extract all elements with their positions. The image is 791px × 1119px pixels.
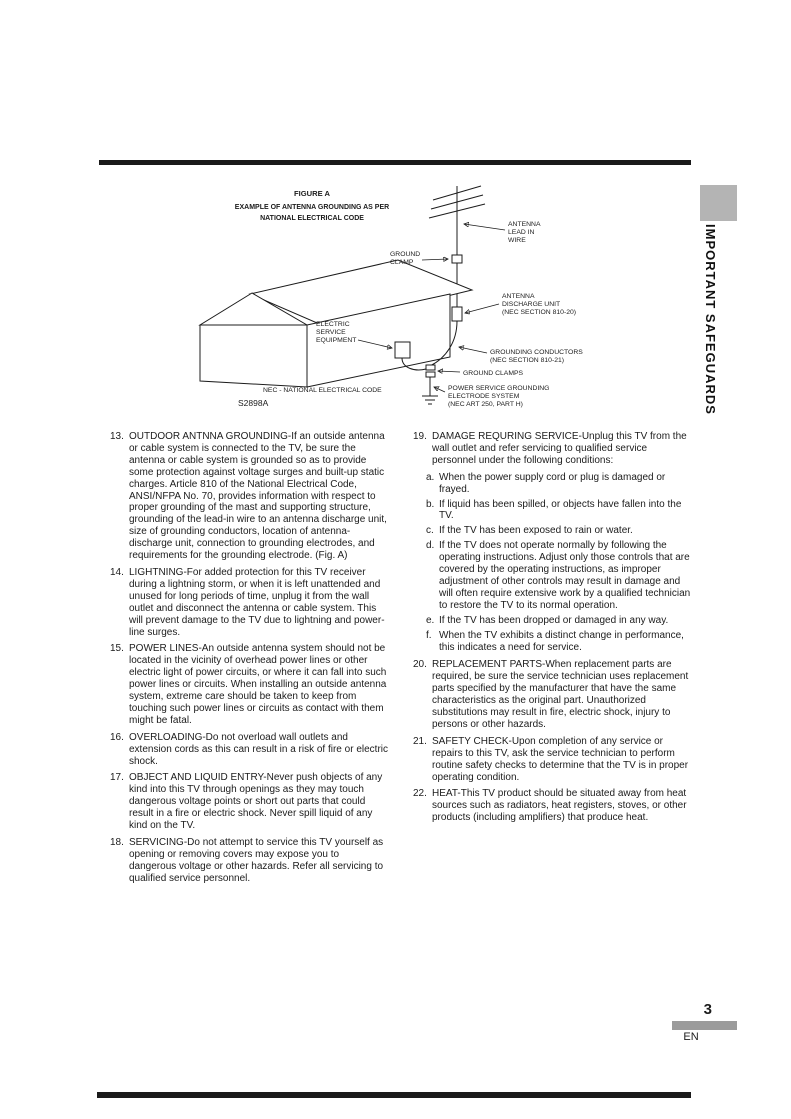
item-number: 20. [413,659,427,671]
item-text: OBJECT AND LIQUID ENTRY-Never push objects of any kind into this TV through openings as they may touch dangerous voltage points or short out parts that could result in a fire or electric shock. Never spill liquid of any kind on the TV. [129,772,383,832]
item-number: 17. [110,772,124,784]
antenna-lead-in-wire-label: ANTENNA [508,221,541,228]
item-number: 19. [413,431,427,442]
power-service-grounding-label: ELECTRODE SYSTEM [448,393,520,400]
item-number: 16. [110,731,124,743]
sub-item-text: When the power supply cord or plug is damaged or frayed. [439,471,666,495]
electric-service-equipment-label: EQUIPMENT [316,337,357,344]
item-text: OVERLOADING-Do not overload wall outlets and extension cords as this can result in a risk of fire or electric shock. [129,731,388,767]
item-text: HEAT-This TV product should be situated away from heat sources such as radiators, heat registers, stoves, or other products (including amplifiers) that produce heat. [432,788,687,824]
item-text: POWER LINES-An outside antenna system should not be located in the vicinity of overhead power lines or other electric light of power circuits, or where it can fall into such power lines or circuits. When installing an outside antenna system, extreme care should be taken to keep from touching such power lines or circuits as contact with them might be fatal. [129,643,387,726]
sub-item-letter: b. [426,498,435,510]
item-text: SAFETY CHECK-Upon completion of any service or repairs to this TV, ask the service technician to perform routine safety checks to determine that the TV is in proper operating condition. [432,735,689,783]
item-number: 14. [110,566,124,578]
grounding-conductors-label: (NEC SECTION 810-21) [490,357,565,364]
sub-item-letter: d. [426,540,435,552]
antenna-discharge-unit-label: DISCHARGE UNIT [502,301,561,308]
list-item [413,736,691,784]
sub-item-letter: c. [426,525,434,537]
page-language: EN [683,1031,699,1043]
item-text: OUTDOOR ANTNNA GROUNDING-If an outside antenna or cable system is connected to the TV, be sure the antenna or cable system is grounded so as to provide some protection against voltage surges and built-up static charges. Article 810 of the National Electrical Code, ANSI/NFPA No. 70, provides information with respect to proper grounding of the mast and supporting structure, grounding of the lead-in wire to an antenna discharge unit, size of grounding conductors, location of antenna-discharge unit, connection to grounding electrodes, and requirements for the grounding electrode. (Fig. A) [129,431,387,562]
sub-item-text: If the TV has been exposed to rain or water. [439,525,633,537]
antenna-discharge-unit-label: ANTENNA [502,293,535,300]
left-column [110,431,388,890]
ground-clamps-label: GROUND CLAMPS [463,370,524,377]
sub-item-text: When the TV exhibits a distinct change in performance, this indicates a need for service. [439,629,684,653]
figure-a [100,176,700,428]
page-number: 3 [703,1001,712,1018]
sub-item-letter: a. [426,471,435,483]
grounding-conductors-label: GROUNDING CONDUCTORS [490,349,583,356]
ground-clamp-symbol [426,365,435,370]
power-service-grounding-label: (NEC ART 250, PART H) [448,401,523,408]
sidebar-gray-tab [700,185,737,221]
list-item [413,659,691,730]
figure-subtitle-line1: EXAMPLE OF ANTENNA GROUNDING AS PER [234,204,390,211]
item-text: DAMAGE REQURING SERVICE-Unplug this TV from the wall outlet and refer servicing to qualified service personnel under the following conditions: [432,431,687,466]
antenna-discharge-unit-symbol [452,307,462,321]
sub-list-item [426,525,691,537]
antenna-lead-in-wire-label: WIRE [508,237,526,244]
right-column [413,431,691,890]
list-item [110,567,388,638]
item-number: 13. [110,431,124,442]
sidebar-title: IMPORTANT SAFEGUARDS [703,224,718,415]
item-number: 21. [413,735,427,747]
bottom-rule [97,1092,691,1098]
item-text: LIGHTNING-For added protection for this TV receiver during a lightning storm, or when it is left unattended and unused for long periods of time, unplug it from the wall outlet and disconnect the antenna or cable system. This will prevent damage to the TV due to lightning and power-line surges. [129,566,385,638]
list-item [110,732,388,768]
sub-item-letter: e. [426,614,435,626]
footer-gray-bar [672,1021,737,1030]
top-rule [99,160,691,165]
ground-clamp-label: GROUND [390,251,421,258]
sub-list-item [426,630,691,654]
list-item [413,788,691,824]
antenna-grounding-diagram [100,176,700,428]
sub-item-text: If the TV does not operate normally by following the operating instructions. Adjust only those controls that are covered by the operating instructions, as improper adjustment of other controls may result in damage and will often require extensive work by a qualified technician to restore the TV to its normal operation. [439,540,691,611]
item-text: REPLACEMENT PARTS-When replacement parts are required, be sure the service technician uses replacement parts specified by the manufacturer that have the same characteristics as the original part. Unauthorized substitutions may result in fire, electric shock, injury to persons or other hazards. [432,659,689,730]
electric-service-equipment-symbol [395,342,410,358]
sub-list-item [426,615,691,627]
figure-title: FIGURE A [294,189,330,198]
sub-list-item [426,540,691,611]
sub-item-letter: f. [426,629,432,641]
item-number: 22. [413,788,427,800]
sub-item-text: If the TV has been dropped or damaged in any way. [439,614,669,626]
antenna-icon [429,186,485,284]
safeguards-text [110,431,691,890]
list-item [110,431,388,562]
electric-service-equipment-label: ELECTRIC [316,321,350,328]
list-item [413,431,691,467]
antenna-lead-in-wire-label: LEAD IN [508,229,535,236]
figure-ref-code: S2898A [238,398,269,408]
figure-subtitle-line2: NATIONAL ELECTRICAL CODE [260,215,364,222]
ground-clamp-label: CLAMP [390,259,414,266]
electric-service-equipment-label: SERVICE [316,329,346,336]
ground-clamp-symbol [426,372,435,377]
sub-item-text: If liquid has been spilled, or objects have fallen into the TV. [439,498,682,522]
list-item [110,643,388,726]
antenna-discharge-unit-label: (NEC SECTION 810-20) [502,309,577,316]
item-number: 15. [110,643,124,655]
nec-note: NEC - NATIONAL ELECTRICAL CODE [263,387,382,394]
item-number: 18. [110,837,124,848]
ground-clamp-symbol [452,255,462,263]
list-item [110,772,388,832]
item-text: SERVICING-Do not attempt to service this TV yourself as opening or removing covers may expose you to dangerous voltage or other hazards. Refer all servicing to qualified service personnel. [129,837,384,884]
sub-list-item [426,499,691,523]
list-item [110,837,388,885]
power-service-grounding-label: POWER SERVICE GROUNDING [448,385,550,392]
sub-list-item [426,472,691,496]
